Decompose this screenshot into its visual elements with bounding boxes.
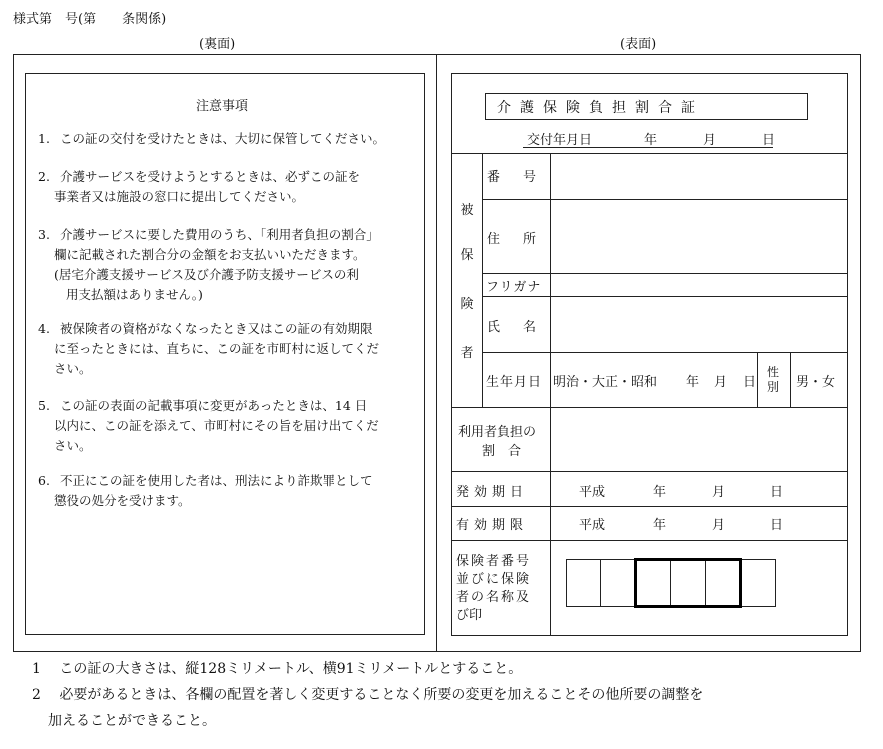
address-label: 住 所 (487, 232, 542, 247)
note-4: 4. 被保険者の資格がなくなったとき又はこの証の有効期限 に至ったときには、直ちに、この証を市町村に返してくだ さい。 (38, 321, 380, 376)
insurer-label-3: 者の名称及 (456, 590, 532, 605)
expiry-month: 月 (712, 518, 726, 533)
notes-heading: 注意事項 (196, 99, 249, 114)
rule (550, 153, 551, 636)
name-label: 氏 名 (487, 320, 542, 335)
expiry-year: 年 (653, 518, 667, 533)
insurer-number-cell (600, 559, 635, 607)
start-year: 年 (653, 485, 667, 500)
insured-label-3: 険 (460, 297, 474, 312)
burden-ratio-label-2: 割 合 (482, 444, 522, 459)
note-2: 2. 介護サービスを受けようとするときは、必ずこの証を 事業者又は施設の窓口に提出してください。 (38, 169, 361, 204)
birth-month: 月 (714, 375, 728, 390)
insurer-label-1: 保険者番号 (456, 554, 532, 569)
issue-date-underline (523, 147, 773, 148)
rule (482, 273, 848, 274)
footnote-2: 2 必要があるときは、各欄の配置を著しく変更することなく所要の変更を加えることその他所要の調整を (32, 687, 704, 703)
insurer-number-highlight-box (634, 558, 742, 608)
insurer-label-2: 並びに保険 (456, 572, 532, 587)
rule (482, 296, 848, 297)
rule (451, 407, 848, 408)
expiry-date-label: 有効期限 (456, 518, 529, 533)
footnote-2-cont: 加えることができること。 (48, 713, 216, 729)
start-era: 平成 (579, 485, 606, 500)
burden-ratio-label-1: 利用者負担の (458, 425, 537, 440)
back-label: (裏面) (199, 37, 236, 52)
birth-year: 年 (686, 375, 700, 390)
rule (482, 352, 848, 353)
footnote-1: 1 この証の大きさは、縦128ミリメートル、横91ミリメートルとすること。 (32, 661, 523, 677)
furigana-label: フリガナ (486, 280, 542, 295)
card-title: 介護保険負担割合証 (497, 100, 704, 116)
note-6: 6. 不正にこの証を使用した者は、刑法により詐欺罪として 懲役の処分を受けます。 (38, 473, 373, 508)
birth-day: 日 (743, 375, 757, 390)
form-id: 様式第 号(第 条関係) (13, 12, 167, 27)
note-1: 1. この証の交付を受けたときは、大切に保管してください。 (38, 131, 386, 146)
rule (482, 199, 848, 200)
note-3: 3. 介護サービスに要した費用のうち、「利用者負担の割合」 欄に記載された割合分の金額をお支払いいただきます。 (居宅介護支援サービス及び介護予防支援サービスの利 用支払額はありません。) (38, 227, 379, 302)
start-date-label: 発効期日 (456, 485, 529, 500)
expiry-era: 平成 (579, 518, 606, 533)
rule (451, 153, 848, 154)
rule (757, 352, 758, 407)
front-label: (表面) (620, 37, 657, 52)
sex-label-2: 別 (767, 380, 780, 394)
issue-year: 年 (644, 133, 658, 148)
number-label: 番 号 (487, 170, 542, 185)
insured-label-2: 保 (460, 248, 474, 263)
rule (451, 506, 848, 507)
insurer-number-cell (566, 559, 601, 607)
issue-day: 日 (762, 133, 776, 148)
insurer-label-4: び印 (456, 608, 483, 623)
sex-label-1: 性 (767, 365, 780, 379)
insured-label-4: 者 (460, 346, 474, 361)
rule (451, 471, 848, 472)
start-month: 月 (712, 485, 726, 500)
rule (451, 540, 848, 541)
note-5: 5. この証の表面の記載事項に変更があったときは、14 日 以内に、この証を添えて、市町村にその旨を届け出てくだ さい。 (38, 398, 379, 453)
issue-month: 月 (703, 133, 717, 148)
birthdate-era: 明治・大正・昭和 (553, 375, 658, 390)
birthdate-label: 生年月日 (486, 375, 543, 390)
center-divider (436, 54, 437, 652)
sex-options: 男・女 (796, 375, 836, 390)
insured-label-1: 被 (460, 203, 474, 218)
issue-date-label: 交付年月日 (527, 133, 593, 148)
insurer-number-cell (741, 559, 776, 607)
rule (482, 153, 483, 407)
start-day: 日 (770, 485, 784, 500)
expiry-day: 日 (770, 518, 784, 533)
rule (790, 352, 791, 407)
